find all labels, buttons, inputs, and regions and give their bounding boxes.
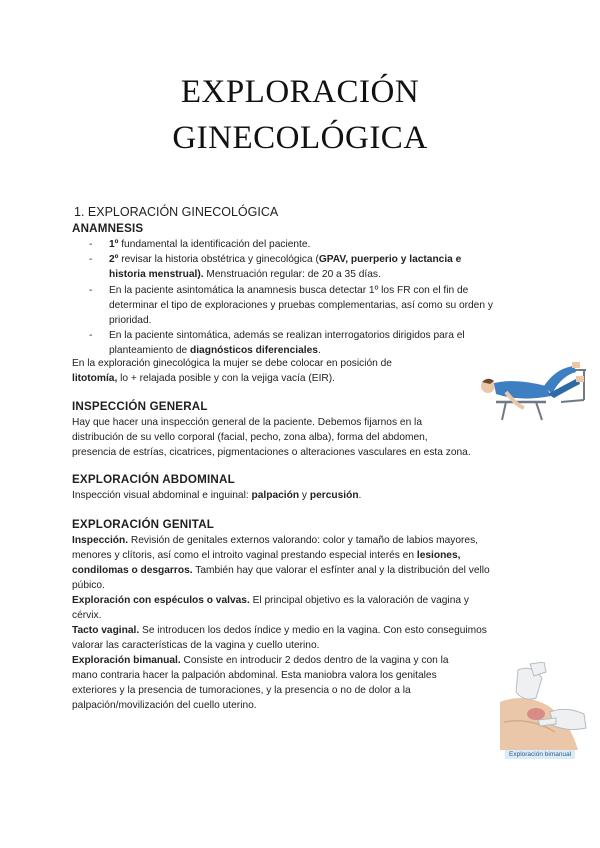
general-line-1: Hay que hacer una inspección general de la paciente. Debemos fijarnos en la bbox=[72, 417, 422, 428]
speculum-line-2: cérvix. bbox=[72, 610, 102, 621]
bimanual-line-4: palpación/movilización del cuello uterino. bbox=[72, 700, 257, 711]
bimanual-line-2: mano contraria hacer la palpación abdominal. Esta maniobra valora los genitales bbox=[72, 670, 437, 681]
inspection-line-4: púbico. bbox=[72, 580, 105, 591]
speculum-line-1: Exploración con espéculos o valvas. El principal objetivo es la valoración de vagina y bbox=[72, 595, 469, 606]
abdominal-heading: EXPLORACIÓN ABDOMINAL bbox=[72, 473, 235, 486]
bimanual-caption: Exploración bimanual bbox=[505, 750, 575, 759]
bimanual-line-1: Exploración bimanual. Consiste en introducir 2 dedos dentro de la vagina y con la bbox=[72, 655, 449, 666]
bimanual-illustration bbox=[500, 662, 590, 750]
general-line-2: distribución de su vello corporal (facial, pecho, zona alba), forma del abdomen, bbox=[72, 432, 428, 443]
title-line-1: EXPLORACIÓN bbox=[180, 74, 420, 110]
title-line-2: GINECOLÓGICA bbox=[172, 120, 428, 156]
general-line-3: presencia de estrías, cicatrices, pigmentaciones o alteraciones vasculares en esta zona. bbox=[72, 447, 471, 458]
bimanual-line-3: exteriores y la presencia de tumoraciones, y la presencia o no de dolor a la bbox=[72, 685, 411, 696]
lithotomy-illustration bbox=[476, 350, 600, 425]
section-heading: 1. EXPLORACIÓN GINECOLÓGICA bbox=[74, 205, 279, 219]
general-heading: INSPECCIÓN GENERAL bbox=[72, 400, 208, 413]
inspection-line-1: Inspección. Revisión de genitales externos valorando: color y tamaño de labios mayores, bbox=[72, 535, 479, 546]
inspection-line-2: menores y clítoris, así como el introito vaginal prestando especial interés en lesiones, bbox=[72, 550, 461, 561]
genital-heading: EXPLORACIÓN GENITAL bbox=[72, 518, 215, 531]
position-line-1: En la exploración ginecológica la mujer se debe colocar en posición de bbox=[72, 358, 392, 369]
abdominal-text: Inspección visual abdominal e inguinal: palpación y percusión. bbox=[72, 490, 362, 501]
inspection-line-3: condilomas o desgarros. También hay que valorar el esfínter anal y la distribución del vello bbox=[72, 565, 490, 576]
anamnesis-heading: ANAMNESIS bbox=[72, 222, 144, 235]
tacto-line-2: valorar las características de la vagina y cuello uterino. bbox=[72, 640, 320, 651]
bullet: - bbox=[89, 239, 93, 250]
tacto-line-1: Tacto vaginal. Se introducen los dedos índice y medio en la vagina. Con esto conseguimos bbox=[72, 625, 487, 636]
position-line-2: litotomía, lo + relajada posible y con la vejiga vacía (EIR). bbox=[72, 373, 336, 384]
